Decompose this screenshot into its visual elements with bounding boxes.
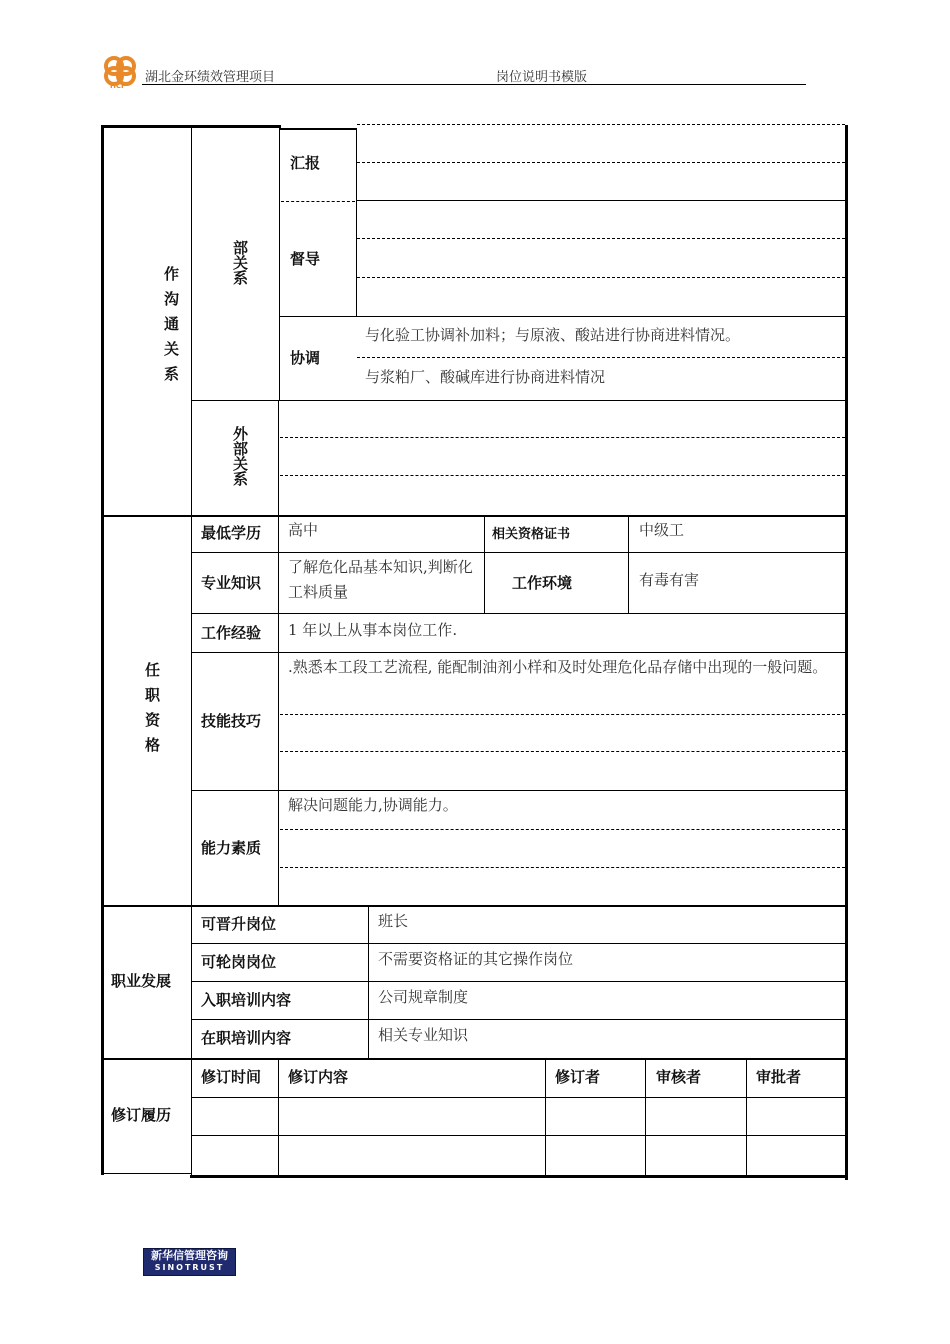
- document-title: 岗位说明书模版: [496, 70, 588, 85]
- communication-title: 作沟通关系: [162, 266, 180, 391]
- table-right-border: [845, 125, 848, 1180]
- ability-value: 解决问题能力,协调能力。: [288, 796, 458, 814]
- qual-col-line: [484, 515, 485, 613]
- experience-label: 工作经验: [201, 624, 262, 642]
- row-line: [191, 981, 845, 982]
- environment-value: 有毒有害: [639, 571, 700, 589]
- internal-bottom: [191, 400, 845, 401]
- sep-qual-end: [101, 905, 847, 907]
- project-name: 湖北金环绩效管理项目: [145, 70, 276, 85]
- dash: [357, 238, 845, 239]
- report-bottom: [356, 200, 845, 201]
- dash: [280, 867, 845, 868]
- sinotrust-logo-en: SINOTRUST: [154, 1263, 225, 1272]
- row-line: [191, 943, 845, 944]
- dash: [280, 714, 845, 715]
- internal-relations-title: 部关系: [231, 240, 249, 285]
- career-col-line: [368, 905, 369, 1058]
- coordinate-line-1: 与化验工协调补加料；与原液、酸站进行协商进料情况。: [365, 326, 741, 344]
- bottom-left-line: [101, 1173, 191, 1174]
- dash: [281, 201, 355, 202]
- onjob-value: 相关专业知识: [378, 1026, 469, 1044]
- dash: [280, 829, 845, 830]
- header-rule: [142, 84, 806, 85]
- rev-col-line: [278, 1058, 279, 1178]
- row-line: [191, 790, 845, 791]
- row-line: [191, 652, 845, 653]
- row-line: [191, 1019, 845, 1020]
- induction-value: 公司规章制度: [378, 988, 469, 1006]
- knowledge-label: 专业知识: [201, 574, 262, 592]
- certificate-label: 相关资格证书: [492, 527, 571, 542]
- dash: [357, 124, 845, 125]
- revision-col-reviser: 修订者: [555, 1068, 601, 1086]
- ability-label: 能力素质: [201, 839, 262, 857]
- sep-comm-end: [101, 515, 847, 517]
- promotion-label: 可晋升岗位: [201, 915, 277, 933]
- row-line: [191, 613, 845, 614]
- coordinate-line-2: 与浆粕厂、酸碱库进行协商进料情况: [365, 368, 606, 386]
- education-value: 高中: [288, 521, 319, 539]
- external-relations-title: 外部关系: [231, 426, 249, 486]
- career-title: 职业发展: [111, 972, 172, 990]
- revision-col-content: 修订内容: [288, 1068, 349, 1086]
- skills-label: 技能技巧: [201, 712, 262, 730]
- qual-col-line: [278, 515, 279, 905]
- rev-col-line: [746, 1058, 747, 1178]
- report-label: 汇报: [290, 154, 321, 172]
- supervise-label: 督导: [290, 250, 321, 268]
- knowledge-value: 了解危化品基本知识,判断化工料质量: [288, 558, 473, 601]
- rev-col-line: [545, 1058, 546, 1178]
- promotion-value: 班长: [378, 912, 409, 930]
- skills-value: .熟悉本工段工艺流程, 能配制油剂小样和及时处理危化品存储中出现的一般问题。: [288, 658, 828, 676]
- dash: [280, 437, 845, 438]
- col-line-2a: [279, 128, 280, 400]
- dash: [357, 277, 845, 278]
- rotation-value: 不需要资格证的其它操作岗位: [378, 950, 574, 968]
- table-left-border: [101, 125, 104, 1175]
- induction-label: 入职培训内容: [201, 991, 292, 1009]
- revision-col-time: 修订时间: [201, 1068, 262, 1086]
- rev-col-line: [645, 1058, 646, 1178]
- col-line-3: [356, 128, 357, 316]
- qual-col-line: [628, 515, 629, 613]
- report-top: [279, 128, 356, 130]
- sinotrust-logo: [143, 1248, 236, 1276]
- environment-label: 工作环境: [512, 574, 573, 592]
- supervise-bottom: [279, 316, 845, 317]
- row-line: [191, 552, 845, 553]
- coordinate-label: 协调: [290, 349, 321, 367]
- dash: [357, 162, 845, 163]
- dash: [357, 357, 845, 358]
- education-label: 最低学历: [201, 524, 262, 542]
- table-bottom-border: [190, 1175, 848, 1178]
- revision-title: 修订履历: [111, 1106, 172, 1124]
- dash: [280, 475, 845, 476]
- certificate-value: 中级工: [639, 521, 685, 539]
- logo-text: HCF: [110, 82, 126, 90]
- experience-value: 1 年以上从事本岗位工作.: [288, 621, 458, 639]
- col-line-2b: [278, 400, 279, 515]
- rotation-label: 可轮岗岗位: [201, 953, 277, 971]
- sep-career-end: [101, 1058, 847, 1060]
- revision-col-approver: 审批者: [756, 1068, 802, 1086]
- onjob-label: 在职培训内容: [201, 1029, 292, 1047]
- dash: [280, 751, 845, 752]
- qualifications-title: 任职资格: [143, 662, 161, 762]
- revision-col-reviewer: 审核者: [656, 1068, 702, 1086]
- sinotrust-logo-cn: 新华信管理咨询: [151, 1249, 228, 1262]
